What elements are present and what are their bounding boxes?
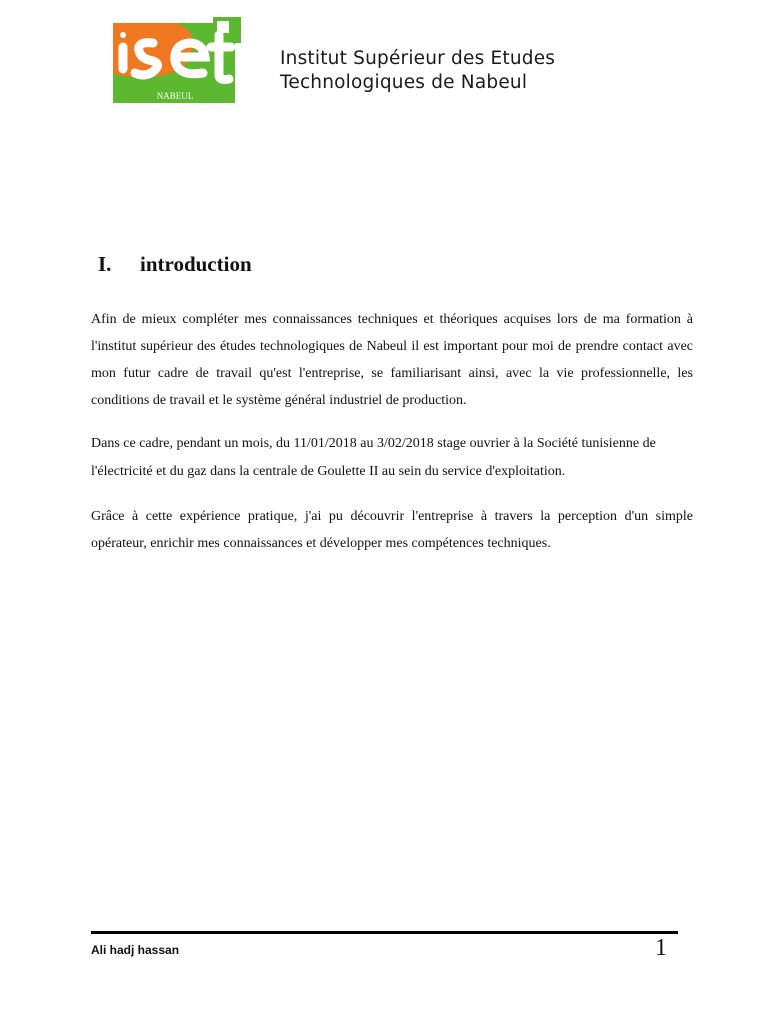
logo-subtext: NABEUL (156, 91, 194, 101)
institute-name-line1: Institut Supérieur des Etudes (280, 48, 556, 69)
paragraph-1: Afin de mieux compléter mes connaissances techniques et théoriques acquises lors de ma formation à l'institut supérieur des études technologiques de Nabeul il est important pour moi de prendre contact avec mon futur cadre de travail qu'est l'entreprise, se familiarisant ainsi, avec la vie professionnelle, les conditions de travail et le système général industriel de production. (91, 312, 693, 408)
iset-logo (113, 17, 241, 103)
page-number: 1 (655, 935, 667, 961)
institute-name (280, 47, 720, 95)
institute-name-line2: Technologiques de Nabeul (280, 72, 528, 93)
paragraph-3: Grâce à cette expérience pratique, j'ai pu découvrir l'entreprise à travers la perception d'un simple opérateur, enrichir mes connaissances et développer mes compétences techniques. (91, 509, 693, 551)
footer-author: Ali hadj hassan (91, 943, 180, 957)
iset-logo-graphic (113, 17, 241, 103)
section-title: introduction (140, 252, 252, 276)
section-number: I. (98, 252, 112, 276)
section-heading (98, 252, 252, 277)
footer-divider (91, 931, 678, 934)
paragraph-2: Dans ce cadre, pendant un mois, du 11/01/2018 au 3/02/2018 stage ouvrier à la Société tunisienne de l'électricité et du gaz dans la centrale de Goulette II au sein du service d'exploitation. (91, 436, 656, 479)
